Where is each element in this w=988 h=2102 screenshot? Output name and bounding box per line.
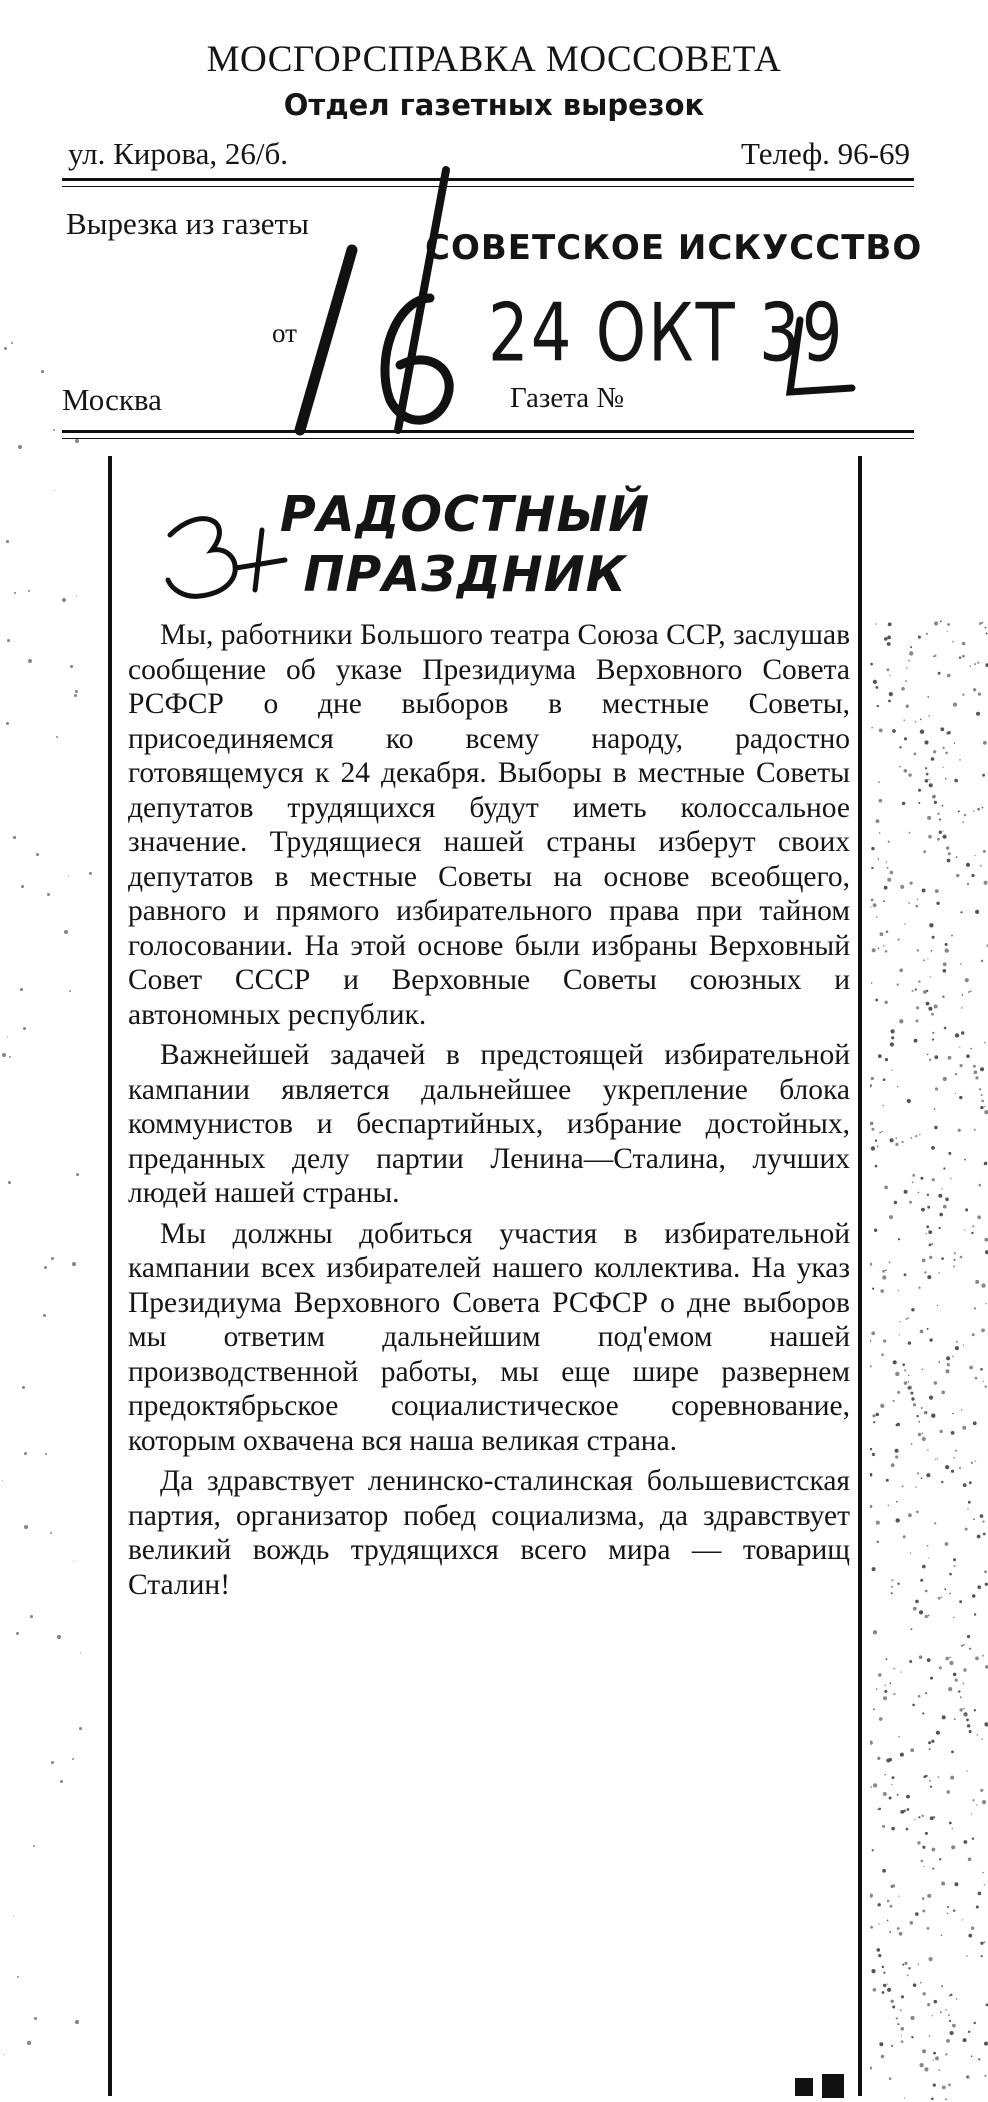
headline-line-2: ПРАЗДНИК — [303, 546, 627, 603]
date-from-label: от — [272, 318, 297, 348]
article-paragraph: Да здравствует ленинско-сталинская большевистская партия, организатор побед социализма, да здравствует великий вождь трудящихся всего мира — товарищ Сталин! — [128, 1465, 850, 1601]
paper-number-label: Газета № — [510, 382, 625, 414]
article-paragraph: Важнейшей задачей в предстоящей избирательной кампании является дальнейшее укрепление блока коммунистов и беспартийных, избрание достойных, преданных делу партии Ленина—Сталина, лучших людей нашей страны. — [128, 1039, 850, 1209]
city-label: Москва — [62, 382, 162, 417]
address: ул. Кирова, 26/б. — [68, 136, 288, 171]
article-headline — [230, 485, 700, 605]
handwritten-one-mark — [300, 250, 352, 430]
date-stamp: 24 ОКТ 39 — [488, 288, 845, 381]
article-paragraph: Мы должны добиться участия в избирательной кампании всех избирателей нашего коллектива. На указ Президиума Верховного Совета РСФСР о дне выборов мы ответим дальнейшим под'емом нашей производственной работы, мы еще шире развернем предоктябрьское социалистическое соревнование, которым охвачена вся наша великая страна. — [128, 1217, 850, 1457]
paper-grain — [870, 620, 988, 2100]
newspaper-name-stamp: СОВЕТСКОЕ ИСКУССТВО — [425, 228, 923, 268]
corner-mark — [822, 2074, 844, 2098]
article-left-rule — [108, 456, 112, 2096]
corner-mark — [795, 2078, 813, 2096]
article-paragraph: Мы, работники Большого театра Союза ССР, заслушав сообщение об указе Президиума Верховного Совета РСФСР о дне выборов в местные Советы, присоединяемся ко всему народу, радостно готовящемуся к 24 декабря. Выборы в местные Советы депутатов трудящихся будут иметь колоссальное значение. Трудящиеся нашей страны изберут своих депутатов в местные Советы на основе всеобщего, равного и прямого избирательного права при тайном голосовании. На этой основе были избраны Верховный Совет СССР и Верховные Советы союзных и автономных республик. — [128, 619, 851, 1031]
department-name: Отдел газетных вырезок — [283, 88, 705, 122]
article-body — [128, 618, 850, 1608]
handwritten-four-mark — [790, 320, 852, 392]
article-right-rule — [858, 456, 862, 2096]
headline-line-1: РАДОСТНЫЙ — [279, 486, 651, 543]
agency-name: МОСГОРСПРАВКА МОССОВЕТА — [206, 39, 782, 80]
clipping-label: Вырезка из газеты — [66, 206, 309, 241]
handwritten-thirty-mark — [168, 519, 235, 597]
phone: Телеф. 96-69 — [740, 136, 910, 171]
